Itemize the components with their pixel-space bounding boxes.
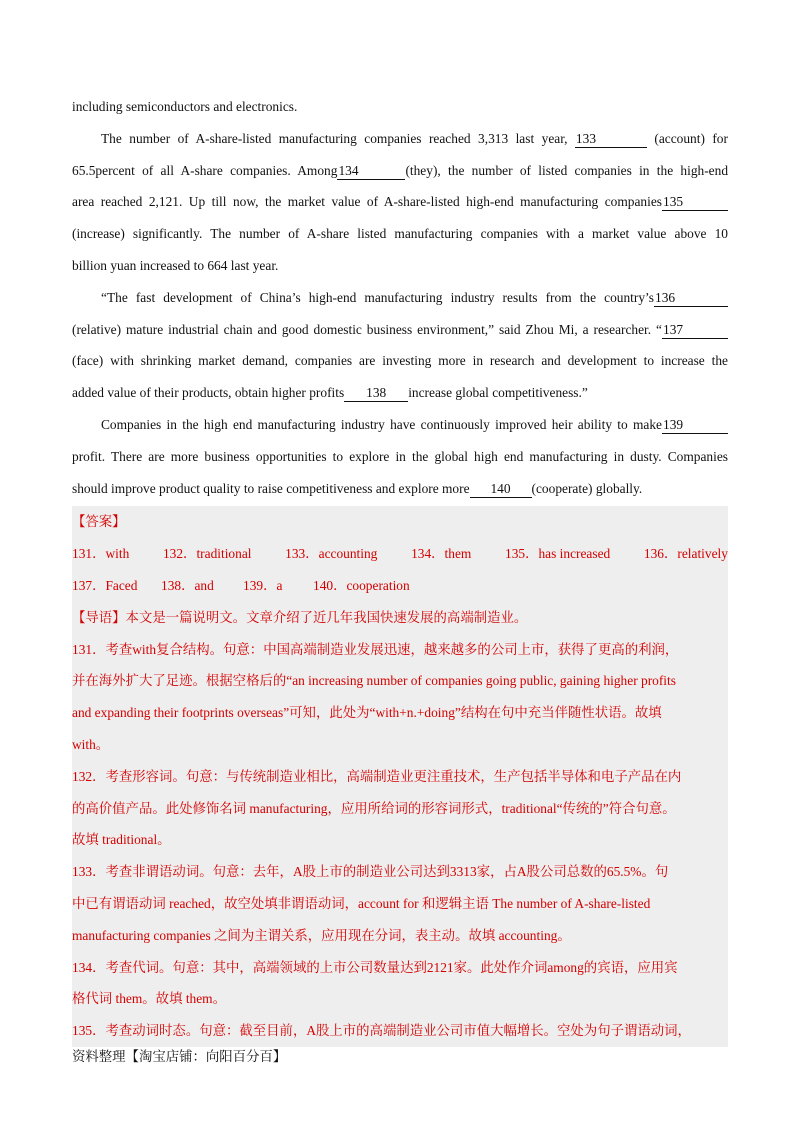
explanation-line: 【导语】本文是一篇说明文。文章介绍了近几年我国快速发展的高端制造业。 [72,609,528,625]
passage-line: should improve product quality to raise competitiveness and explore more 140 (cooperate) globally. [72,480,643,496]
explanation-line: 并在海外扩大了足迹。根据空格后的“an increasing number of companies going public, gaining higher profits [72,673,676,689]
passage-line: Companies in the high end manufacturing industry have continuously improved heir ability to make139 [72,409,728,441]
answer-item: 132．traditional [162,546,252,562]
explanation-line: manufacturing companies 之间为主谓关系，应用现在分词，表主动。故填 accounting。 [72,927,571,943]
passage-line: area reached 2,121. Up till now, the market value of A-share-listed high-end manufacturing companies135 [72,186,728,218]
explanation-line: 中已有谓语动词 reached，故空处填非谓语动词，account for 和逻辑主语 The number of A-share-listed [72,895,651,911]
passage-line: billion yuan increased to 664 last year. [72,257,279,273]
blank-135[interactable]: 135 [662,194,728,211]
answer-item: 137．Faced [72,577,138,593]
explanation-line: and expanding their footprints overseas”可知，此处为“with+n.+doing”结构在句中充当伴随性状语。故填 [72,705,662,721]
passage-line: (increase) significantly. The number of A-share listed manufacturing companies with a market value above 10 [72,226,728,242]
answer-row [72,538,728,570]
passage-line: 65.5percent of all A-share companies. Among134 (they), the number of listed companies in the high-end [72,162,729,178]
answer-item: 138．and [161,577,214,593]
answer-item: 140．cooperation [313,577,410,593]
passage-line: (relative) mature industrial chain and good domestic business environment,” said Zhou Mi, a researcher. “137 [72,314,728,346]
explanation-line: 131．考查with复合结构。句意：中国高端制造业发展迅速，越来越多的公司上市，获得了更高的利润， [72,641,679,657]
explanation-line: 133．考查非谓语动词。句意：去年，A股上市的制造业公司达到3313家，占A股公司总数的65.5%。句 [72,864,669,880]
explanation-line: 132．考查形容词。句意：与传统制造业相比，高端制造业更注重技术，生产包括半导体和电子产品在内 [72,768,682,784]
passage-line: (face) with shrinking market demand, companies are investing more in research and development to increase the [72,353,728,369]
page-footer: 资料整理【淘宝店铺：向阳百分百】 [72,1050,287,1065]
blank-140[interactable]: 140 [470,481,532,498]
answer-heading: 【答案】 [72,514,126,530]
passage-line: added value of their products, obtain higher profits 138 increase global competitiveness.” [72,385,588,401]
blank-133[interactable]: 133 [575,131,647,148]
blank-134[interactable]: 134 [337,163,405,180]
explanation-line: 的高价值产品。此处修饰名词 manufacturing，应用所给词的形容词形式，traditional“传统的”符合句意。 [72,800,676,816]
explanation-line: 格代词 them。故填 them。 [72,991,226,1007]
blank-137[interactable]: 137 [662,322,728,339]
answer-row [72,570,728,602]
answer-item: 139．a [243,577,283,593]
blank-136[interactable]: 136 [654,290,728,307]
passage-line: The number of A-share-listed manufacturing companies reached 3,313 last year, 133 (account) for [101,130,728,146]
answer-item: 133．accounting [285,546,378,562]
passage-line: profit. There are more business opportunities to explore in the global high end manufacturing in dusty. Companies [72,448,728,464]
answer-item: 136．relatively [643,546,728,562]
answer-item: 131．with [72,546,130,562]
blank-139[interactable]: 139 [662,417,728,434]
document-page [72,91,728,1047]
answer-item: 135．has increased [505,546,611,562]
blank-138[interactable]: 138 [344,385,408,402]
passage-line: including semiconductors and electronics. [72,99,298,114]
answer-block [72,506,728,1047]
explanation-line: with。 [72,736,110,752]
passage-line: “The fast development of China’s high-end manufacturing industry results from the country’s136 [72,282,728,314]
explanation-line: 134．考查代词。句意：其中，高端领域的上市公司数量达到2121家。此处作介词among的宾语，应用宾 [72,959,678,975]
explanation-line: 故填 traditional。 [72,832,171,848]
explanation-line: 135．考查动词时态。句意：截至目前，A股上市的高端制造业公司市值大幅增长。空处为句子谓语动词， [72,1023,691,1039]
answer-item: 134．them [411,546,472,562]
